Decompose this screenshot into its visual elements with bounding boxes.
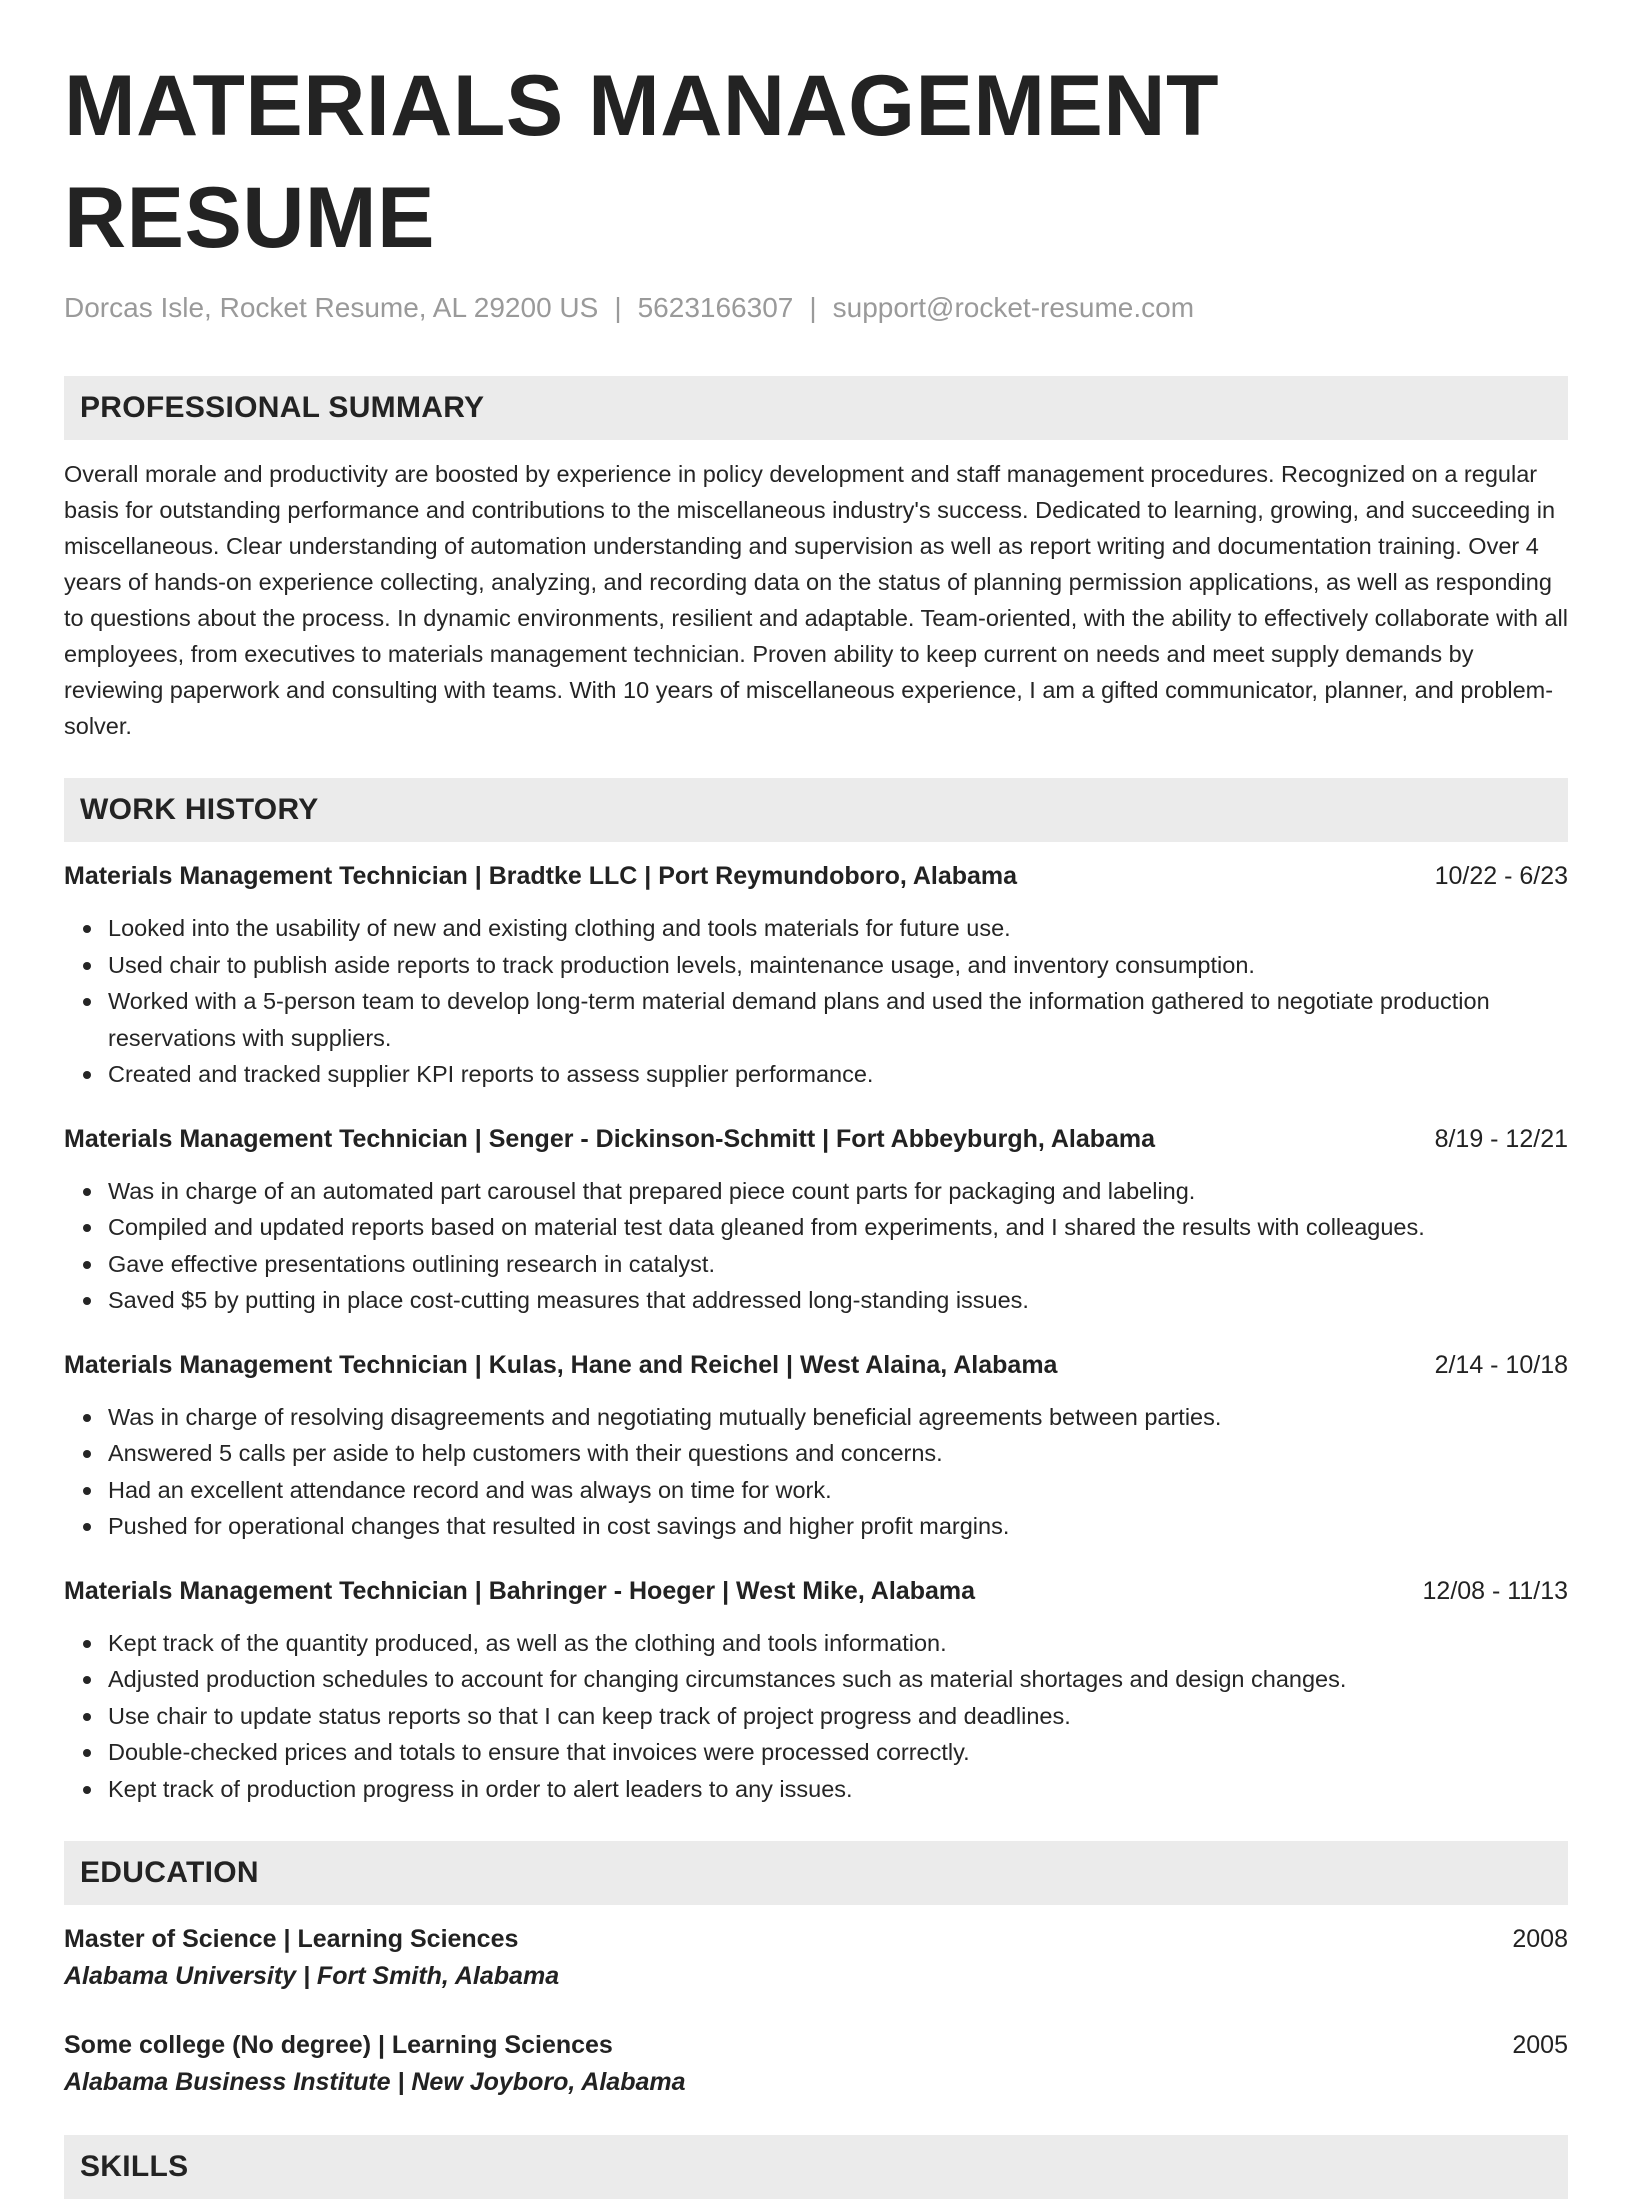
job-bullet: Compiled and updated reports based on material test data gleaned from experiments, and I shared the results with colleagues. [108, 1209, 1568, 1246]
job-dates: 8/19 - 12/21 [1434, 1124, 1568, 1153]
job-entry [64, 1573, 1568, 1808]
contact-address: Dorcas Isle, Rocket Resume, AL 29200 US [64, 292, 599, 323]
job-header [64, 858, 1568, 894]
job-bullet: Kept track of the quantity produced, as well as the clothing and tools information. [108, 1625, 1568, 1662]
job-title: Materials Management Technician | Bradtke LLC | Port Reymundoboro, Alabama [64, 862, 1018, 890]
job-bullet: Gave effective presentations outlining research in catalyst. [108, 1246, 1568, 1283]
job-bullet: Had an excellent attendance record and was always on time for work. [108, 1472, 1568, 1509]
job-header [64, 1347, 1568, 1383]
contact-line [64, 288, 1568, 328]
education-degree: Some college (No degree) | Learning Sciences [64, 2031, 613, 2059]
job-bullet: Saved $5 by putting in place cost-cutting measures that addressed long-standing issues. [108, 1282, 1568, 1319]
education-degree: Master of Science | Learning Sciences [64, 1925, 519, 1953]
job-bullet: Answered 5 calls per aside to help customers with their questions and concerns. [108, 1435, 1568, 1472]
job-title: Materials Management Technician | Kulas, Hane and Reichel | West Alaina, Alabama [64, 1350, 1058, 1379]
section-header-summary: PROFESSIONAL SUMMARY [64, 376, 1568, 440]
job-bullet: Worked with a 5-person team to develop long-term material demand plans and used the information gathered to negotiate production reservations with suppliers. [108, 983, 1568, 1056]
job-bullet: Kept track of production progress in order to alert leaders to any issues. [108, 1771, 1568, 1808]
education-school: Alabama Business Institute | New Joyboro, Alabama [64, 2068, 686, 2096]
section-header-skills: SKILLS [64, 2135, 1568, 2199]
job-header [64, 1121, 1568, 1157]
job-bullet: Adjusted production schedules to account for changing circumstances such as material shortages and design changes. [108, 1661, 1568, 1698]
education-year: 2008 [1512, 1925, 1568, 1953]
job-header [64, 1573, 1568, 1609]
contact-separator: | [809, 292, 817, 323]
job-dates: 10/22 - 6/23 [1434, 862, 1568, 890]
job-entry [64, 1121, 1568, 1319]
resume-title: MATERIALS MANAGEMENT RESUME [64, 58, 1220, 266]
education-entry [64, 1921, 1568, 1995]
job-bullet: Was in charge of resolving disagreements and negotiating mutually beneficial agreements between parties. [108, 1399, 1568, 1436]
contact-separator: | [614, 292, 622, 323]
education-entry [64, 2027, 1568, 2101]
section-header-education: EDUCATION [64, 1841, 1568, 1905]
section-header-work-history: WORK HISTORY [64, 778, 1568, 842]
contact-email: support@rocket-resume.com [832, 292, 1195, 323]
job-bullet: Was in charge of an automated part carousel that prepared piece count parts for packaging and labeling. [108, 1173, 1568, 1210]
job-bullets [64, 1625, 1568, 1808]
job-dates: 2/14 - 10/18 [1434, 1350, 1568, 1379]
job-bullet: Created and tracked supplier KPI reports to assess supplier performance. [108, 1056, 1568, 1093]
job-entry [64, 858, 1568, 1093]
education-school: Alabama University | Fort Smith, Alabama [64, 1962, 560, 1990]
job-bullets [64, 910, 1568, 1093]
job-bullet: Double-checked prices and totals to ensure that invoices were processed correctly. [108, 1734, 1568, 1771]
job-dates: 12/08 - 11/13 [1422, 1576, 1568, 1605]
job-bullets [64, 1399, 1568, 1545]
job-bullets [64, 1173, 1568, 1319]
summary-text: Overall morale and productivity are boosted by experience in policy development and staff management procedures. Recognized on a regular basis for outstanding performance and contributions to the miscellaneous industry's success. Dedicated to learning, growing, and succeeding in miscellaneous. Clear understanding of automation understanding and supervision as well as report writing and documentation training. Over 4 years of hands-on experience collecting, analyzing, and recording data on the status of planning permission applications, as well as responding to questions about the process. In dynamic environments, resilient and adaptable. Team-oriented, with the ability to effectively collaborate with all employees, from executives to materials management technician. Proven ability to keep current on needs and meet supply demands by reviewing paperwork and consulting with teams. With 10 years of miscellaneous experience, I am a gifted communicator, planner, and problem-solver. [64, 461, 1568, 739]
job-title: Materials Management Technician | Senger - Dickinson-Schmitt | Fort Abbeyburgh, Alabama [64, 1124, 1156, 1153]
job-bullet: Used chair to publish aside reports to track production levels, maintenance usage, and inventory consumption. [108, 947, 1568, 984]
job-title: Materials Management Technician | Bahringer - Hoeger | West Mike, Alabama [64, 1576, 975, 1605]
education-header [64, 1921, 1568, 1957]
job-entry [64, 1347, 1568, 1545]
education-year: 2005 [1512, 2031, 1568, 2059]
job-bullet: Looked into the usability of new and existing clothing and tools materials for future use. [108, 910, 1568, 947]
contact-phone: 5623166307 [637, 292, 794, 323]
job-bullet: Use chair to update status reports so that I can keep track of project progress and deadlines. [108, 1698, 1568, 1735]
education-header [64, 2027, 1568, 2063]
job-bullet: Pushed for operational changes that resulted in cost savings and higher profit margins. [108, 1508, 1568, 1545]
